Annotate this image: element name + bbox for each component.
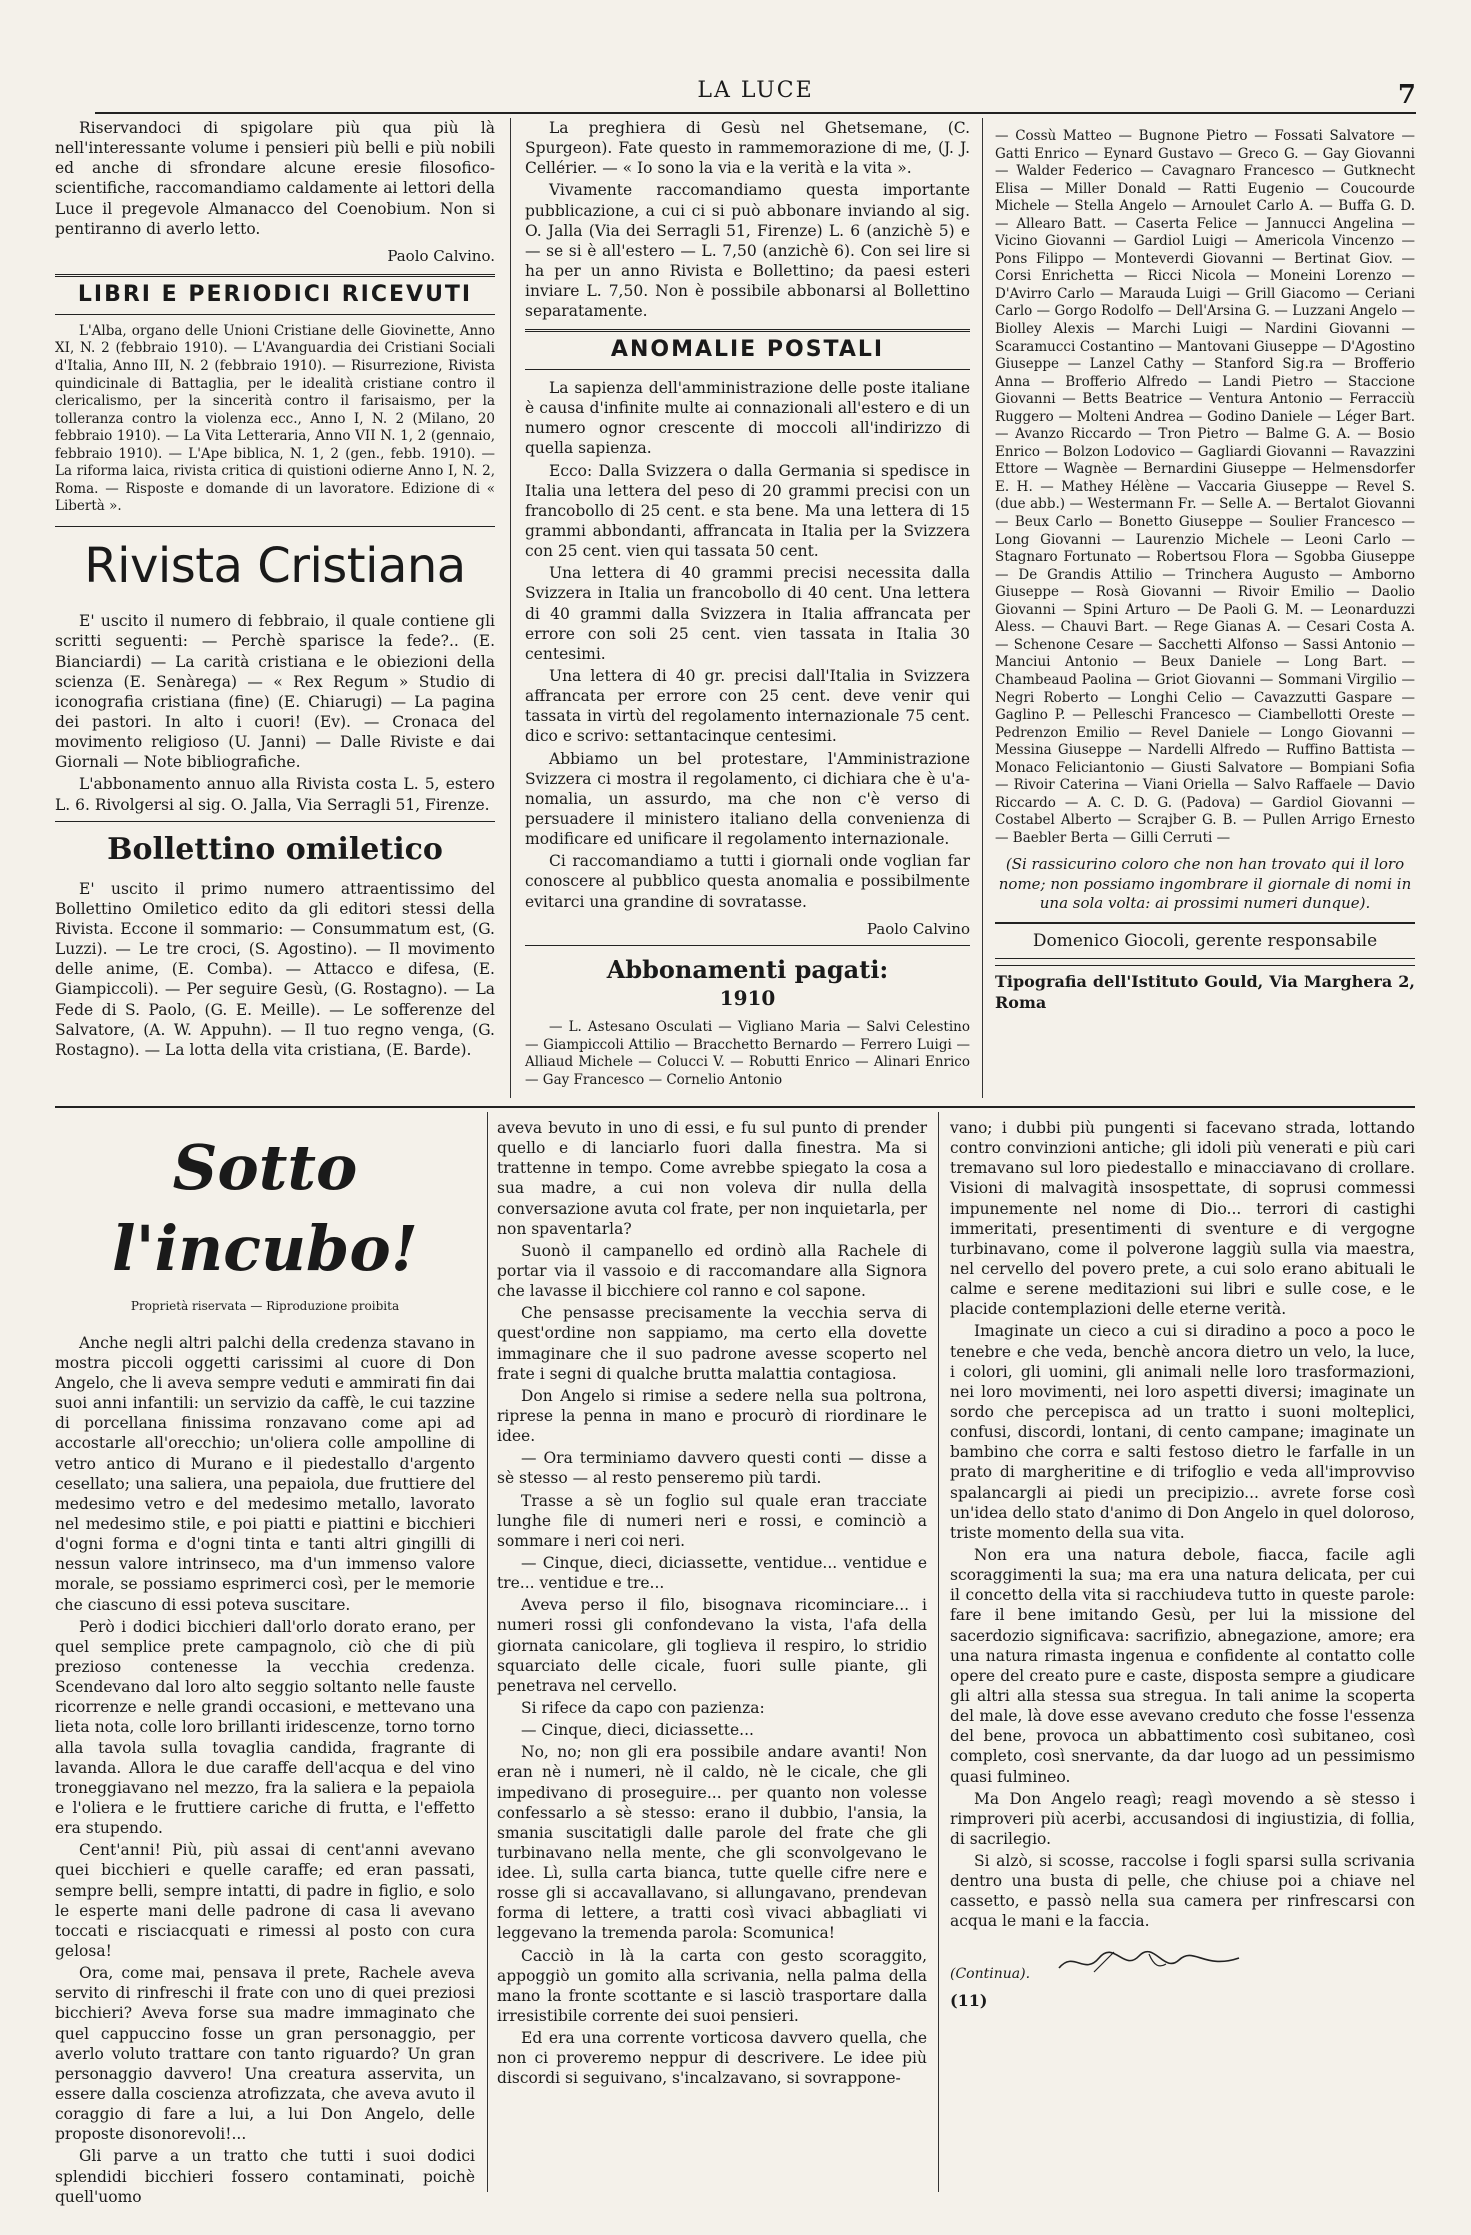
anomalie-heading: ANOMALIE POSTALI xyxy=(525,329,970,370)
incubo-column-1 xyxy=(55,1118,475,2209)
section-rule xyxy=(55,1106,1415,1108)
anomalie-paragraph-6: Ci raccomandiamo a tutti i giornali onde voglian far conoscere al pubblico questa anomalia e possibilmente evitarci una grandine di sovratasse. xyxy=(525,852,970,911)
masthead-title: LA LUCE xyxy=(697,78,814,103)
incubo-paragraph: Ora, come mai, pensava il prete, Rachele aveva servito di rinfreschi il frate con uno di quei preziosi bicchieri? Aveva forse sua madre immaginato che quel cappuccino fosse un gran personaggio, per averlo voluto trattare con tanto riguardo? Un gran personaggio davvero! Una creatura asservita, un essere dalla coscienza atrofizzata, che aveva avuto il coraggio di fare a lui, a lui Don Angelo, delle proposte disonorevoli!... xyxy=(55,1964,475,2144)
incubo-paragraph: Aveva perso il filo, bisognava ricominciare... i numeri rossi gli confondevano la vista, l'afa della giornata canicolare, gli toglieva il respiro, lo stridio squarciato delle cicale, fuori sulle piante, gli penetrava nel cervello. xyxy=(497,1596,927,1695)
bollettino-continued: La preghiera di Gesù nel Ghetsemane, (C. Spurgeon). Fate questo in rammemorazione di me, (J. J. Cellérier. — « Io sono la via e la verità e la vita ». xyxy=(525,119,970,178)
names-note: (Si rassicurino coloro che non han trovato qui il loro nome; non possiamo ingombrare il giornale di nomi in una sola volta: ai prossimi numeri dunque). xyxy=(998,855,1412,913)
rivista-title: Rivista Cristiana xyxy=(55,526,495,597)
column-1 xyxy=(55,118,495,1062)
continua-label: (Continua). xyxy=(950,1965,1031,1982)
tipografia-line: Tipografia dell'Istituto Gould, Via Marghera 2, Roma xyxy=(995,965,1415,1014)
column-divider xyxy=(938,1112,939,2192)
incubo-paragraph: Ma Don Angelo reagì; reagì movendo a sè stesso i rimproveri più acerbi, accusandosi di ingiustizia, di follia, di sacrilegio. xyxy=(950,1789,1415,1848)
anomalie-signature: Paolo Calvino xyxy=(866,919,970,938)
incubo-paragraph: Non era una natura debole, fiacca, facile agli scoraggimenti la sua; ma era una natura delicata, per cui il concetto della vita si racchiudeva tutto in queste parole: fare il bene imitando Gesù, per lui la missione del sacerdozio significava: sacrifizio, abnegazione, amore; era una natura rimasta ingenua e confidente al contatto colle opere del creato pure e caste, disposta sempre a giudicare gli altri alla stessa sua stregua. In tali anime la scoperta del male, là dove esse avevano creduto che fosse l'essenza del bene, provoca un abbattimento così subitaneo, così completo, così snervante, da dar luogo ad un pessimismo quasi fulmineo. xyxy=(950,1545,1415,1786)
rivista-paragraph-1: E' uscito il numero di febbraio, il quale contiene gli scritti seguenti: — Perchè sparisce la fede?.. (E. Bianciardi) — La carità cristiana e le obiezioni della scienza (E. Senàrega) — « Rex Regum » Studio di iconografia cristiana (fine) (E. Chiarugi) — La pagina dei pastori. In alto i cuori! (Ev). — Cronaca del movimento religioso (U. Janni) — Dalle Riviste e dai Giornali — Note bibliografiche. xyxy=(55,612,495,772)
incubo-paragraph: Anche negli altri palchi della credenza stavano in mostra piccoli oggetti carissimi al cuore di Don Angelo, che li aveva sempre veduti e ammirati fin dai suoi anni infantili: un servizio da caffè, le cui tazzine di porcellana finissima ronzavano come api ad accostarle all'orecchio; un'oliera colle ampolline di vetro antico di Murano e il piedestallo d'argento cesellato; una saliera, una pepaiola, due fruttiere del medesimo vetro e del medesimo metallo, lavorato nel medesimo stile, e poi piatti e piattini e bicchieri d'ogni forma e d'ogni tinta e tanti altri gingilli di nessun valore intrinseco, ma d'un immenso valore morale, se possiamo esprimerci così, per le memorie che ciascuno di essi poteva suscitare. xyxy=(55,1333,475,1614)
incubo-paragraph: Ed era una corrente vorticosa davvero quella, che non ci proveremo neppur di descrivere. Le idee più discordi si seguivano, s'incalzavano, si sovrappone- xyxy=(497,2029,927,2088)
incubo-paragraph: Però i dodici bicchieri dall'orlo dorato erano, per quel semplice prete campagnolo, ciò che di più prezioso contenesse la vecchia credenza. Scendevano dal loro alto seggio soltanto nelle fauste ricorrenze e nelle grandi occasioni, e mettevano una lieta nota, colle loro brillanti iridescenze, torno torno alla tavola sulla tovaglia candida, fragrante di lavanda. Allora le due caraffe dell'acqua e del vino troneggiavano nel mezzo, fra la saliera e la pepaiola e l'oliera e le fruttiere cariche di frutta, e l'effetto era stupendo. xyxy=(55,1617,475,1838)
installment-number: (11) xyxy=(950,1990,988,2010)
handwritten-signature-icon xyxy=(1054,1946,1244,1978)
column-divider xyxy=(487,1112,488,2192)
anomalie-paragraph-5: Abbiamo un bel protestare, l'Amministrazione Svizzera ci mostra il regolamento, ci dichiara che è u'a-nomalia, un assurdo, ma che non c'è verso di persuadere il ministero italiano della convenienza di modificare ed unificare il regolamento internazionale. xyxy=(525,749,970,849)
incubo-paragraph: Che pensasse precisamente la vecchia serva di quest'ordine non sappiamo, ma certo ella dovette immaginare che il suo padrone avesse scoperto nel frate i segni di qualche brutta malattia contagiosa. xyxy=(497,1304,927,1383)
continua-line xyxy=(950,1946,1415,1983)
incubo-paragraph: Suonò il campanello ed ordinò alla Rachele di portar via il vassoio e di raccomandare alla Signora che lavasse il bicchiere col ranno e col sapone. xyxy=(497,1241,927,1301)
incubo-paragraph: Si rifece da capo con pazienza: xyxy=(521,1698,765,1717)
page-number: 7 xyxy=(1397,80,1416,110)
anomalie-paragraph-3: Una lettera di 40 grammi precisi necessita dalla Svizzera in Italia un francobollo di 40 cent. Una lettera di 40 grammi dalla Svizzera in Italia affrancata per errore con soli 25 cent. vien tassata in Italia 30 centesimi. xyxy=(525,564,970,663)
bollettino-paragraph: E' uscito il primo numero attraentissimo del Bollettino Omiletico edito da gli editori stessi della Rivista. Eccone il sommario: — Consummatum est, (G. Luzzi). — Le tre croci, (S. Agostino). — Il movimento delle anime, (E. Comba). — Attacco e difesa, (E. Giampiccoli). — Per seguire Gesù, (G. Rostagno). — La Fede di S. Paolo, (G. E. Meille). — Le sofferenze del Salvatore, (A. W. Appuhn). — Il tuo regno venga, (G. Rostagno). — La lotta della vita cristiana, (E. Barde). xyxy=(55,879,495,1059)
incubo-paragraph: Trasse a sè un foglio sul quale eran tracciate lunghe file di numeri neri e rossi, e cominciò a sommare i neri coi neri. xyxy=(497,1491,927,1550)
abbonamenti-heading: Abbonamenti pagati: xyxy=(525,945,970,985)
incubo-paragraph: Si alzò, si scosse, raccolse i fogli sparsi sulla scrivania dentro una busta di pelle, che chiuse poi a chiave nel cassetto, e passò nella sua camera per rinfrescarsi con acqua le mani e la faccia. xyxy=(950,1852,1415,1931)
rivista-paragraph-2: L'abbonamento annuo alla Rivista costa L. 5, estero L. 6. Rivolgersi al sig. O. Jalla, Via Serragli 51, Firenze. xyxy=(55,775,495,814)
incubo-paragraph: No, no; non gli era possibile andare avanti! Non eran nè i numeri, nè il caldo, nè le cicale, che gli impedivano di proseguire... per quanto non volesse confessarlo a sè stesso: erano il dubbio, l'ansia, la smania suscitatigli dalle parole del frate che gli turbinavano nella mente, che gli sconvolgevano le idee. Lì, sulla carta bianca, tutte quelle cifre nere e rosse gli si accavallavano, si allungavano, prendevan forma di lettere, a tratti così vivaci abbagliati vi leggevano la tremenda parola: Scomunica! xyxy=(497,1743,927,1943)
incubo-title: Sotto l'incubo! xyxy=(112,1131,418,1285)
incubo-paragraph: Gli parve a un tratto che tutti i suoi dodici splendidi bicchieri fossero contaminati, poichè quell'uomo xyxy=(55,2147,475,2206)
incubo-paragraph: — Cinque, dieci, diciassette, ventidue... ventidue e tre... ventidue e tre... xyxy=(497,1553,927,1593)
incubo-paragraph: Cent'anni! Più, più assai di cent'anni avevano quei bicchieri e quelle caraffe; ed eran passati, sempre belli, sempre intatti, di padre in figlio, e solo le esperte mani delle padrone di casa li avevano toccati e risciacquati e rimessi al posto con cura gelosa! xyxy=(55,1841,475,1960)
incubo-paragraph: Imaginate un cieco a cui si diradino a poco a poco le tenebre e che veda, benchè ancora dietro un velo, la luce, i colori, gli uomini, gli animali nelle loro trasformazioni, nei loro movimenti, nei loro aspetti diversi; imaginate un sordo che percepisca ad un tratto i suoni molteplici, confusi, discordi, lontani, di cento campane; imaginate un bambino che corra e salti festoso dietro le farfalle in un prato di margheritine e di trifoglio e veda all'improvviso spalancargli ai piedi un precipizio... avrete forse così un'idea dello stato d'animo di Don Angelo in quel doloroso, triste momento della sua vita. xyxy=(950,1322,1415,1542)
incubo-paragraph: Cacciò in là la carta con gesto scoraggito, appoggiò un gomito alla scrivania, nella palma della mano la fronte scottante e si lasciò trasportare dalla irresistibile corrente dei suoi pensieri. xyxy=(497,1946,927,2026)
gerente-line: Domenico Giocoli, gerente responsabile xyxy=(995,922,1415,959)
incubo-column-3 xyxy=(950,1118,1415,2012)
incubo-column-2 xyxy=(497,1118,927,2091)
intro-signature: Paolo Calvino. xyxy=(387,246,495,265)
subscription-paragraph: Vivamente raccomandiamo questa importante pubblicazione, a cui ci si può abbonare inviando al sig. O. Jalla (Via dei Serragli 51, Firenze) L. 6 (anzichè 5) e — se si è all'estero — L. 7,50 (anzichè 6). Con sei lire si ha per un anno Rivista e Bollettino; da paesi esteri inviare L. 7,50. Non è possibile abbonarsi al Bollettino separatamente. xyxy=(525,181,970,321)
incubo-property-note: Proprietà riservata — Riproduzione proibita xyxy=(130,1299,400,1314)
almanacco-intro: Riservandoci di spigolare più qua più là nell'interessante volume i pensieri più belli e più nobili ed anche di sfrondare alcune eresie filosofico-scientifiche, raccomandiamo caldamente ai lettori della Luce il pregevole Almanacco del Coenobium. Non si pentiranno di averlo letto. xyxy=(55,119,495,238)
subscriber-names: — Cossù Matteo — Bugnone Pietro — Fossati Salvatore — Gatti Enrico — Eynard Gustavo — Greco G. — Gay Giovanni — Walder Federico — Cavagnaro Francesco — Gutknecht Elisa — Miller Donald — Ratti Eugenio — Coucourde Michele — Stella Angelo — Arnoulet Carlo A. — Buffa G. D. — Allearo Batt. — Caserta Felice — Jannucci Angelina — Vicino Giovanni — Gardiol Luigi — Americola Vincenzo — Pons Filippo — Monteverdi Giovanni — Bertinat Giov. — Corsi Enrichetta — Ricci Nicola — Moneini Lorenzo — D'Avirro Carlo — Marauda Luigi — Grill Giacomo — Ceriani Carlo — Gorgo Rodolfo — Dell'Arsina G. — Luzzani Angelo — Biolley Alexis — Marchi Luigi — Nardini Giovanni — Scaramucci Costantino — Mantovani Giuseppe — D'Agostino Giuseppe — Lanzel Cathy — Stanford Sig.ra — Brofferio Anna — Brofferio Alfredo — Landi Pietro — Staccione Giovanni — Betts Beatrice — Ventura Antonio — Ferracciù Ruggero — Molteni Andrea — Godino Daniele — Léger Bart. — Avanzo Riccardo — Tron Pietro — Balme G. A. — Bosio Enrico — Bolzon Lodovico — Gagliardi Giovanni — Ravazzini Ettore — Wagnèe — Bernardini Giuseppe — Helmensdorfer E. H. — Mathey Hélène — Vaccaria Giuseppe — Revel S. (due abb.) — Westermann Fr. — Selle A. — Bertalot Giovanni — Beux Carlo — Bonetto Giuseppe — Soulier Francesco — Long Giovanni — Laurenzio Michele — Leoni Carlo — Stagnaro Fortunato — Robertsou Flora — Sgobba Giuseppe — De Grandis Attilio — Trinchera Augusto — Amborno Giuseppe — Rosà Giovanni — Rivoir Emilio — Daolio Giovanni — Spini Arturo — De Paoli G. M. — Leonarduzzi Aless. — Chauvi Bart. — Rege Gianas A. — Cesari Costa A. — Schenone Cesare — Sacchetti Alfonso — Sassi Antonio — Manciui Antonio — Beux Daniele — Long Bart. — Chambeaud Paolina — Griot Giovanni — Sommani Virgilio — Negri Roberto — Longhi Celio — Cavazzutti Gaspare — Gaglino P. — Pelleschi Francesco — Ciambellotti Oreste — Pedrenzon Emilio — Revel Daniele — Longo Giovanni — Messina Giuseppe — Nardelli Alfredo — Ruffino Battista — Monaco Feliciantonio — Giusti Salvatore — Bompiani Sofia — Rivoir Caterina — Viani Oriella — Salvo Raffaele — Davio Riccardo — A. C. D. G. (Padova) — Gardiol Giovanni — Costabel Alberto — Scrajber G. B. — Pullen Arrigo Ernesto — Baebler Berta — Gilli Cerruti — xyxy=(995,128,1415,846)
incubo-paragraph: Don Angelo si rimise a sedere nella sua poltrona, riprese la penna in mano e procurò di riordinare le idee. xyxy=(497,1386,927,1446)
anomalie-paragraph-4: Una lettera di 40 gr. precisi dall'Italia in Svizzera affrancata per errore con 25 cent. deve venir qui tassata in virtù del regolamento internazionale 75 cent. dico e scrivo: settantacinque centesimi. xyxy=(525,666,970,746)
column-divider xyxy=(510,118,511,1098)
incubo-paragraph: vano; i dubbi più pungenti si facevano strada, lottando contro convinzioni antiche; gli idoli più venerati e più cari tremavano sul loro piedestallo e minacciavano di crollare. Visioni di malvagità insospettate, di soprusi commessi impunemente nel nome di Dio... terrori di castighi immeritati, presentimenti di sventure e di vergogne turbinavano, come il polverone laggiù sulla via maestra, nel cervello del povero prete, a cui solo erano abituali le calme e serene meditazioni sui libri e sulle cose, e le placide contemplazioni delle eterne verità. xyxy=(950,1119,1415,1319)
libri-heading: LIBRI E PERIODICI RICEVUTI xyxy=(55,274,495,315)
page-header xyxy=(95,78,1416,114)
libri-text: L'Alba, organo delle Unioni Cristiane delle Giovinette, Anno XI, N. 2 (febbraio 1910). — L'Avanguardia dei Cristiani Sociali d'Italia, Anno III, N. 2 (febbraio 1910). — Risurrezione, Rivista quindicinale di Battaglia, per le idealità cristiane contro il clericalismo, per la sincerità contro il farisaismo, per la tolleranza contro la violenza ecc., Anno I, N. 2 (Milano, 20 febbraio 1910). — La Vita Letteraria, Anno VII N. 1, 2 (gennaio, febbraio 1910). — L'Ape biblica, N. 1, 2 (gen., febb. 1910). — La riforma laica, rivista critica di quistioni odierne Anno I, N. 2, Roma. — Risposte e domande di un lavoratore. Edizione di « Libertà ». xyxy=(55,322,495,515)
incubo-paragraph: — Cinque, dieci, diciassette... xyxy=(521,1721,754,1740)
column-2 xyxy=(525,118,970,1092)
incubo-paragraph: aveva bevuto in uno di essi, e fu sul punto di prender quello e di lanciarlo fuori dalla finestra. Ma si trattenne in tempo. Come avrebbe spiegato la cosa a sua madre, a cui non voleva dir nulla della conversazione avuta col frate, per non inquietarla, per non spaventarla? xyxy=(497,1119,927,1238)
abbonamenti-year: 1910 xyxy=(719,986,776,1011)
abbonamenti-list: — L. Astesano Osculati — Vigliano Maria — Salvi Celestino — Giampiccoli Attilio — Bracchetto Bernardo — Ferrero Luigi — Alliaud Michele — Colucci V. — Robutti Enrico — Alinari Enrico — Gay Francesco — Cornelio Antonio xyxy=(525,1019,970,1088)
anomalie-paragraph-2: Ecco: Dalla Svizzera o dalla Germania si spedisce in Italia una lettera del peso di 20 grammi precisi con un francobollo di 25 cent. e sta bene. Ma una lettera di 15 grammi abbondanti, affrancata in Italia per la Svizzera con 25 cent. vien qui tassata 50 cent. xyxy=(525,461,970,561)
column-divider xyxy=(982,118,983,1098)
incubo-paragraph: — Ora terminiamo davvero questi conti — disse a sè stesso — al resto penseremo più tardi. xyxy=(497,1449,927,1488)
column-3 xyxy=(995,128,1415,1014)
bollettino-title: Bollettino omiletico xyxy=(55,821,495,869)
anomalie-paragraph-1: La sapienza dell'amministrazione delle poste italiane è causa d'infinite multe ai connazionali all'estero e di un numero ognor crescente di moccoli all'indirizzo di quella sapienza. xyxy=(525,379,970,458)
